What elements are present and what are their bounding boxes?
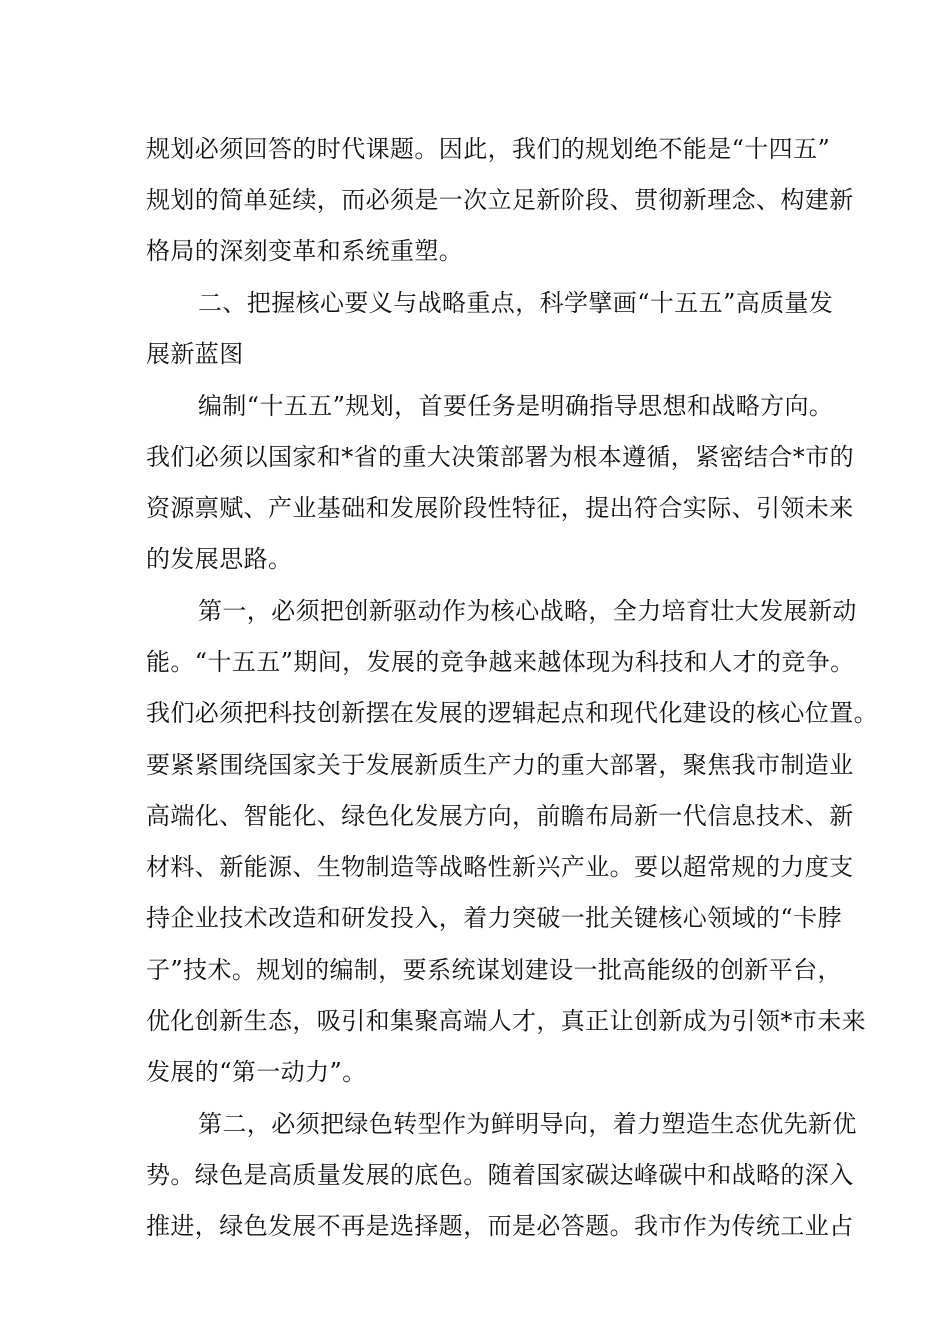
text-line: 材料、新能源、生物制造等战略性新兴产业。要以超常规的力度支 <box>146 853 854 881</box>
section-heading-line: 展新蓝图 <box>146 340 244 368</box>
text-line: 第一，必须把创新驱动作为核心战略，全力培育壮大发展新动 <box>198 597 857 625</box>
text-line: 发展的“第一动力”。 <box>146 1058 367 1086</box>
text-line: 能。“十五五”期间，发展的竞争越来越体现为科技和人才的竞争。 <box>146 648 855 676</box>
text-line: 推进，绿色发展不再是选择题，而是必答题。我市作为传统工业占 <box>146 1212 854 1240</box>
text-line: 规划必须回答的时代课题。因此，我们的规划绝不能是“十四五” <box>146 135 831 163</box>
text-line: 编制“十五五”规划，首要任务是明确指导思想和战略方向。 <box>198 392 834 420</box>
text-line: 的发展思路。 <box>146 545 293 573</box>
text-line: 我们必须把科技创新摆在发展的逻辑起点和现代化建设的核心位置。 <box>146 699 878 727</box>
text-line: 高端化、智能化、绿色化发展方向，前瞻布局新一代信息技术、新 <box>146 802 854 830</box>
text-line: 持企业技术改造和研发投入，着力突破一批关键核心领域的“卡脖 <box>146 904 842 932</box>
text-line: 资源禀赋、产业基础和发展阶段性特征，提出符合实际、引领未来 <box>146 494 854 522</box>
text-line: 要紧紧围绕国家关于发展新质生产力的重大部署，聚焦我市制造业 <box>146 751 854 779</box>
text-line: 格局的深刻变革和系统重塑。 <box>146 237 464 265</box>
text-line: 规划的简单延续，而必须是一次立足新阶段、贯彻新理念、构建新 <box>146 186 854 214</box>
text-line: 势。绿色是高质量发展的底色。随着国家碳达峰碳中和战略的深入 <box>146 1161 854 1189</box>
section-heading-line: 二、把握核心要义与战略重点，科学擘画“十五五”高质量发 <box>198 289 834 317</box>
text-line: 优化创新生态，吸引和集聚高端人才，真正让创新成为引领*市未来 <box>146 1007 866 1035</box>
text-line: 第二，必须把绿色转型作为鲜明导向，着力塑造生态优先新优 <box>198 1110 857 1138</box>
text-line: 子”技术。规划的编制，要系统谋划建设一批高能级的创新平台， <box>146 956 842 984</box>
text-line: 我们必须以国家和*省的重大决策部署为根本遵循，紧密结合*市的 <box>146 443 854 471</box>
